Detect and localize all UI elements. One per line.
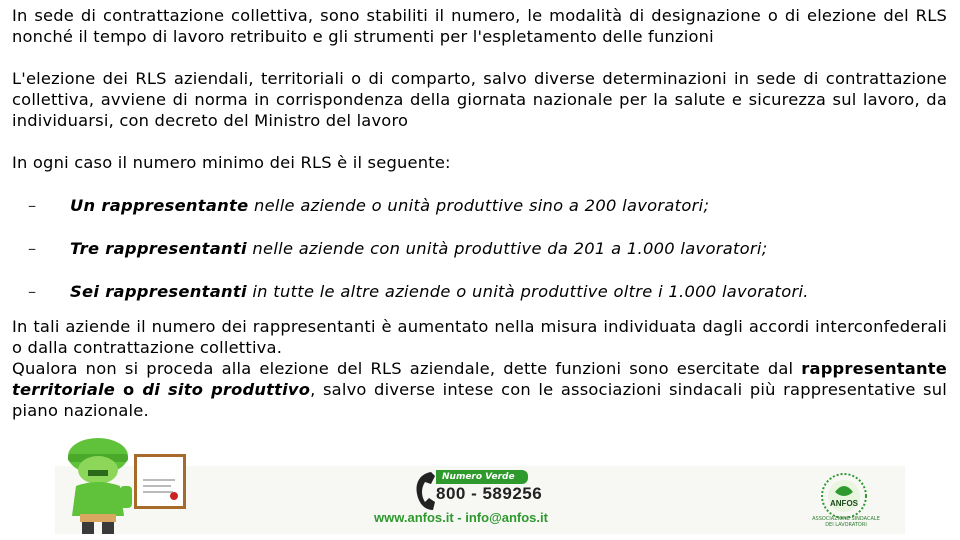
paragraph-contrattazione: In sede di contrattazione collettiva, sono stabiliti il numero, le modalità di designazione o di elezione del RLS nonché il tempo di lavoro retribuito e gli strumenti per l'espletamento delle funzioni: [12, 6, 947, 46]
svg-text:ANFOS: ANFOS: [830, 499, 858, 508]
website-link[interactable]: www.anfos.it - info@anfos.it: [374, 510, 548, 525]
list-item: [12, 281, 947, 316]
list-item-text: nelle aziende o unità produttive sino a 200 lavoratori;: [248, 196, 710, 215]
bold-span: o: [115, 380, 143, 399]
list-item-strong: Sei rappresentanti: [70, 282, 247, 301]
phone-number: 800 - 589256: [436, 484, 543, 503]
slide-content: [12, 5, 947, 421]
dash-bullet: –: [28, 282, 37, 301]
certificate-icon: [134, 454, 186, 509]
list-item: [12, 238, 947, 281]
bold-span: rappresentante: [801, 359, 947, 378]
rls-minimum-list: [12, 195, 947, 316]
text-span: Qualora non si proceda alla elezione del RLS aziendale, dette funzioni sono esercitate dal: [12, 359, 802, 378]
paragraph-numero-minimo: In ogni caso il numero minimo dei RLS è il seguente:: [12, 153, 451, 172]
list-item-strong: Un rappresentante: [70, 196, 249, 215]
dash-bullet: –: [28, 196, 37, 215]
mascot-illustration: [62, 436, 142, 536]
bold-italic-span: di sito produttivo: [142, 380, 311, 399]
paragraph-elezione: L'elezione dei RLS aziendali, territoriali o di comparto, salvo diverse determinazioni in sede di contrattazione collettiva, avviene di norma in corrispondenza della giornata nazionale per la salute e sicurezza sul lavoro, da individuarsi, con decreto del Ministro del lavoro: [12, 69, 947, 130]
bold-italic-span: territoriale: [12, 380, 116, 399]
list-item-strong: Tre rappresentanti: [70, 239, 247, 258]
numero-verde-label: Numero Verde: [436, 470, 528, 484]
paragraph-aumento: In tali aziende il numero dei rappresentanti è aumentato nella misura individuata dagli accordi interconfederali o dalla contrattazione collettiva.: [12, 317, 947, 357]
list-item: [12, 195, 947, 238]
list-item-text: nelle aziende con unità produttive da 201 a 1.000 lavoratori;: [246, 239, 768, 258]
logo-caption: ASSOCIAZIONE SINDACALE DEI LAVORATORI: [812, 516, 880, 528]
paragraph-rls-territoriale: [12, 358, 947, 421]
list-item-text: in tutte le altre aziende o unità produttive oltre i 1.000 lavoratori.: [246, 282, 809, 301]
dash-bullet: –: [28, 239, 37, 258]
text-span: , salvo diverse intese con le associazioni sindacali più rappresentative sul piano nazionale.: [12, 380, 947, 420]
